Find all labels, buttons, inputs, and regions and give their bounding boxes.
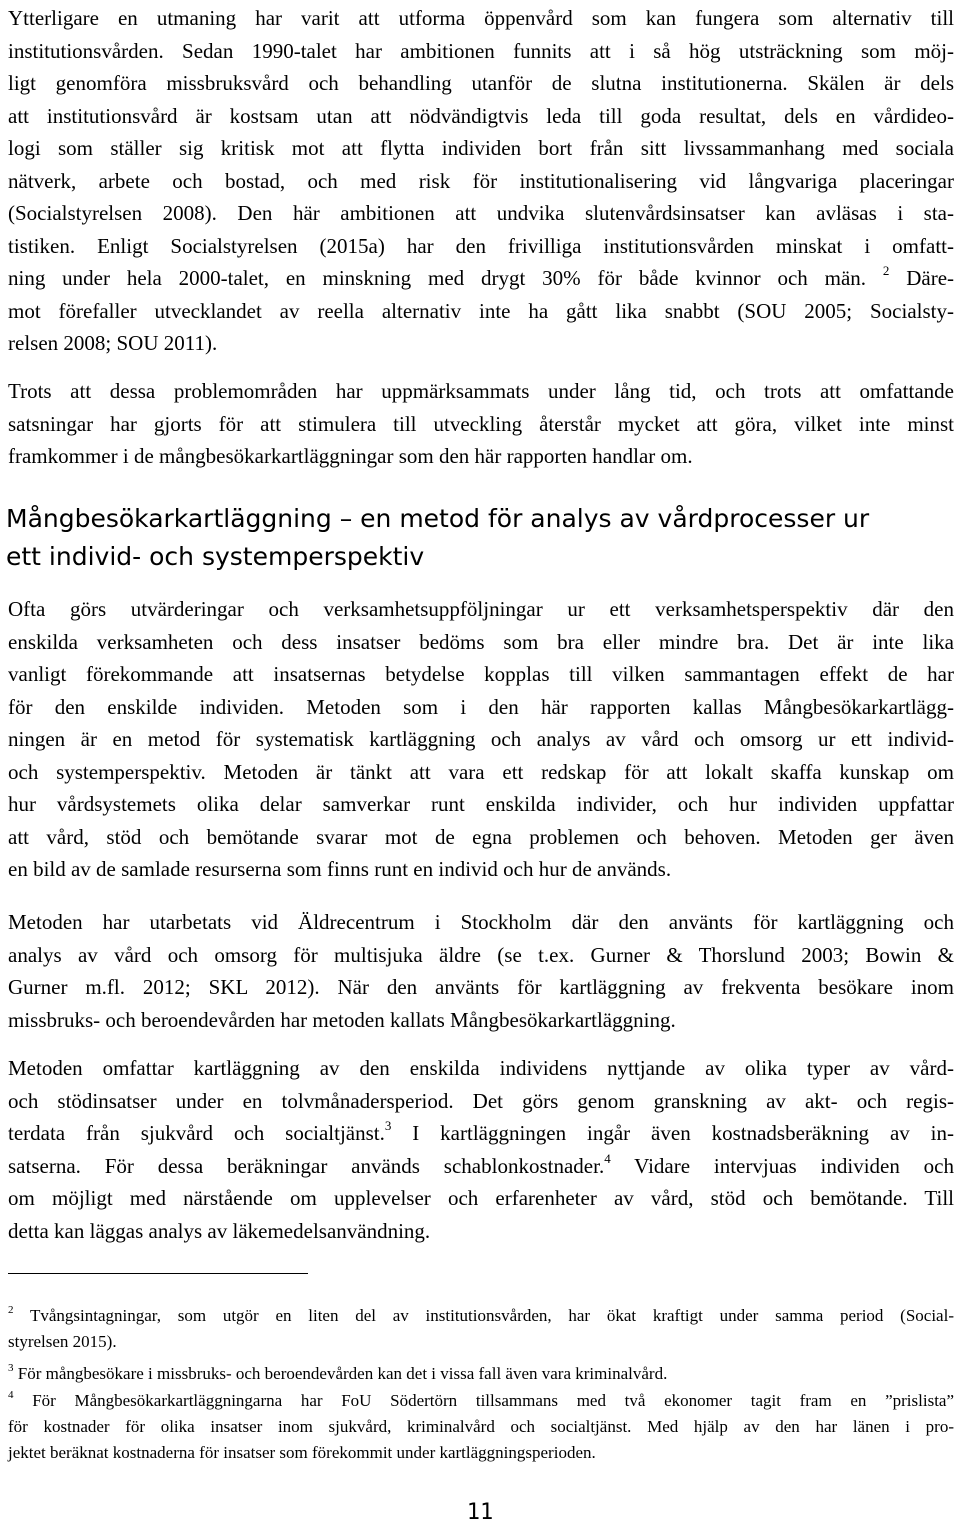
paragraph-4 (8, 906, 954, 1036)
text-line: för den enskilde individen. Metoden som i den här rapporten kallas Mångbesökarkartlägg- (8, 694, 954, 719)
text-line: hur vårdsystemets olika delar samverkar runt enskilda individer, och hur individen uppfattar (8, 792, 954, 816)
text-segment: Vidare intervjuas individen och (634, 1153, 955, 1178)
text-line: satsningar har gjorts för att stimulera till utveckling återstår mycket att göra, vilket inte minst (8, 411, 954, 436)
footnote-line (8, 1361, 954, 1387)
paragraph-2 (8, 375, 954, 473)
paragraph-5 (8, 1052, 954, 1247)
text-line (8, 262, 954, 295)
text-line: Trots att dessa problemområden har uppmärksammats under lång tid, och trots att omfattande (8, 379, 954, 403)
text-line: Ytterligare en utmaning har varit att utforma öppenvård som kan fungera som alternativ till (8, 6, 954, 30)
text-line: att institutionsvård är kostsam utan att nödvändigtvis leda till goda resultat, dels en vårdideo- (8, 103, 954, 128)
text-segment: terdata från sjukvård och socialtjänst. (8, 1121, 385, 1145)
text-line: och stödinsatser under en tolvmånadersperiod. Det görs genom granskning av akt- och regis- (8, 1088, 954, 1113)
text-line: och systemperspektiv. Metoden är tänkt att vara ett redskap för att lokalt skaffa kunskap om (8, 759, 954, 784)
paragraph-1 (8, 2, 954, 360)
text-line: framkommer i de mångbesökarkartläggningar som den här rapporten handlar om. (8, 444, 693, 468)
footnote-line (8, 1388, 954, 1414)
text-line: institutionsvården. Sedan 1990-talet har ambitionen funnits att i så hög utsträckning som möj- (8, 38, 954, 63)
footnote-marker: 4 (604, 1150, 611, 1166)
footnote-3 (8, 1361, 954, 1387)
footnote-number: 4 (8, 1389, 14, 1402)
text-line: Ofta görs utvärderingar och verksamhetsuppföljningar ur ett verksamhetsperspektiv där den (8, 597, 954, 621)
heading-line: Mångbesökarkartläggning – en metod för analys av vårdprocesser ur (6, 504, 870, 533)
text-line: missbruks- och beroendevården har metoden kallats Mångbesökarkartläggning. (8, 1007, 676, 1032)
text-line: Gurner m.fl. 2012; SKL 2012). När den använts för kartläggning av frekventa besökare inom (8, 975, 954, 999)
footnote-text: För mångbesökare i missbruks- och beroendevården kan det i vissa fall även vara kriminalvård. (17, 1364, 668, 1383)
text-line (8, 1150, 954, 1183)
text-segment: Däre- (906, 266, 955, 290)
text-line: Metoden har utarbetats vid Äldrecentrum i Stockholm där den använts för kartläggning och (8, 910, 954, 934)
text-line: om möjligt med närstående om upplevelser och erfarenheter av vård, stöd och bemötande. Till (8, 1186, 954, 1210)
text-line (8, 1117, 954, 1150)
footnote-line: jektet beräknat kostnaderna för insatser som förekommit under kartläggningsperioden. (8, 1443, 596, 1462)
footnote-4 (8, 1388, 954, 1466)
footnote-marker: 3 (384, 1118, 392, 1133)
footnote-line: styrelsen 2015). (8, 1332, 117, 1351)
footnote-marker: 2 (882, 263, 890, 278)
footnote-line (8, 1303, 954, 1329)
section-heading (6, 500, 956, 576)
footnote-2 (8, 1303, 954, 1355)
text-line: att vård, stöd och bemötande svarar mot de egna problemen och behoven. Metoden ger även (8, 824, 954, 849)
text-segment: satserna. För dessa beräkningar används schablonkostnader. (8, 1153, 605, 1178)
footnote-text: Tvångsintagningar, som utgör en liten del av institutionsvården, har ökat kraftigt under samma period (Social- (29, 1306, 954, 1325)
text-line: ligt genomföra missbruksvård och behandling utanför de slutna institutionerna. Skälen är dels (8, 71, 954, 95)
text-line: logi som ställer sig kritisk mot att flytta individen bort från sitt livssammanhang med sociala (8, 136, 954, 160)
page-number: 11 (466, 1500, 494, 1525)
footnote-number: 2 (8, 1304, 14, 1317)
footnote-number: 3 (8, 1362, 14, 1375)
text-segment: ning under hela 2000-talet, en minskning med drygt 30% för både kvinnor och män. (8, 266, 867, 290)
text-line: relsen 2008; SOU 2011). (8, 331, 218, 355)
text-line: mot förefaller utvecklandet av reella alternativ inte ha gått lika snabbt (SOU 2005; Socialsty- (8, 298, 954, 323)
text-line: ningen är en metod för systematisk kartläggning och analys av vård och omsorg ur ett individ- (8, 727, 954, 751)
text-line: en bild av de samlade resurserna som finns runt en individ och hur de används. (8, 857, 672, 881)
paragraph-3 (8, 593, 954, 886)
footnote-separator (8, 1273, 308, 1274)
text-line: (Socialstyrelsen 2008). Den här ambitionen att undvika slutenvårdsinsatser kan avläsas i sta- (8, 201, 954, 225)
text-segment: I kartläggningen ingår även kostnadsberäkning av in- (412, 1121, 954, 1145)
text-line: detta kan läggas analys av läkemedelsanvändning. (8, 1218, 431, 1243)
text-line: Metoden omfattar kartläggning av den enskilda individens nyttjande av olika typer av vård- (8, 1056, 954, 1080)
text-line: vanligt förekommande att insatsernas betydelse kopplas till vilken sammantagen effekt de har (8, 662, 954, 686)
heading-line: ett individ- och systemperspektiv (6, 542, 425, 571)
text-line: nätverk, arbete och bostad, och med risk för institutionalisering vid långvariga placeringar (8, 168, 954, 193)
text-line: tistiken. Enligt Socialstyrelsen (2015a) har den frivilliga institutionsvården minskat i omfatt- (8, 233, 954, 258)
footnote-line: för kostnader för olika insatser inom sjukvård, kriminalvård och socialtjänst. Med hjälp av den har länen i pro- (8, 1417, 954, 1436)
text-line: enskilda verksamheten och dess insatser bedöms som bra eller mindre bra. Det är inte lika (8, 629, 954, 654)
footnote-text: För Mångbesökarkartläggningarna har FoU Södertörn tillsammans med två ekonomer tagit fram en ”prislista” (32, 1391, 955, 1410)
text-line: analys av vård och omsorg för multisjuka äldre (se t.ex. Gurner & Thorslund 2003; Bowin & (8, 942, 954, 967)
